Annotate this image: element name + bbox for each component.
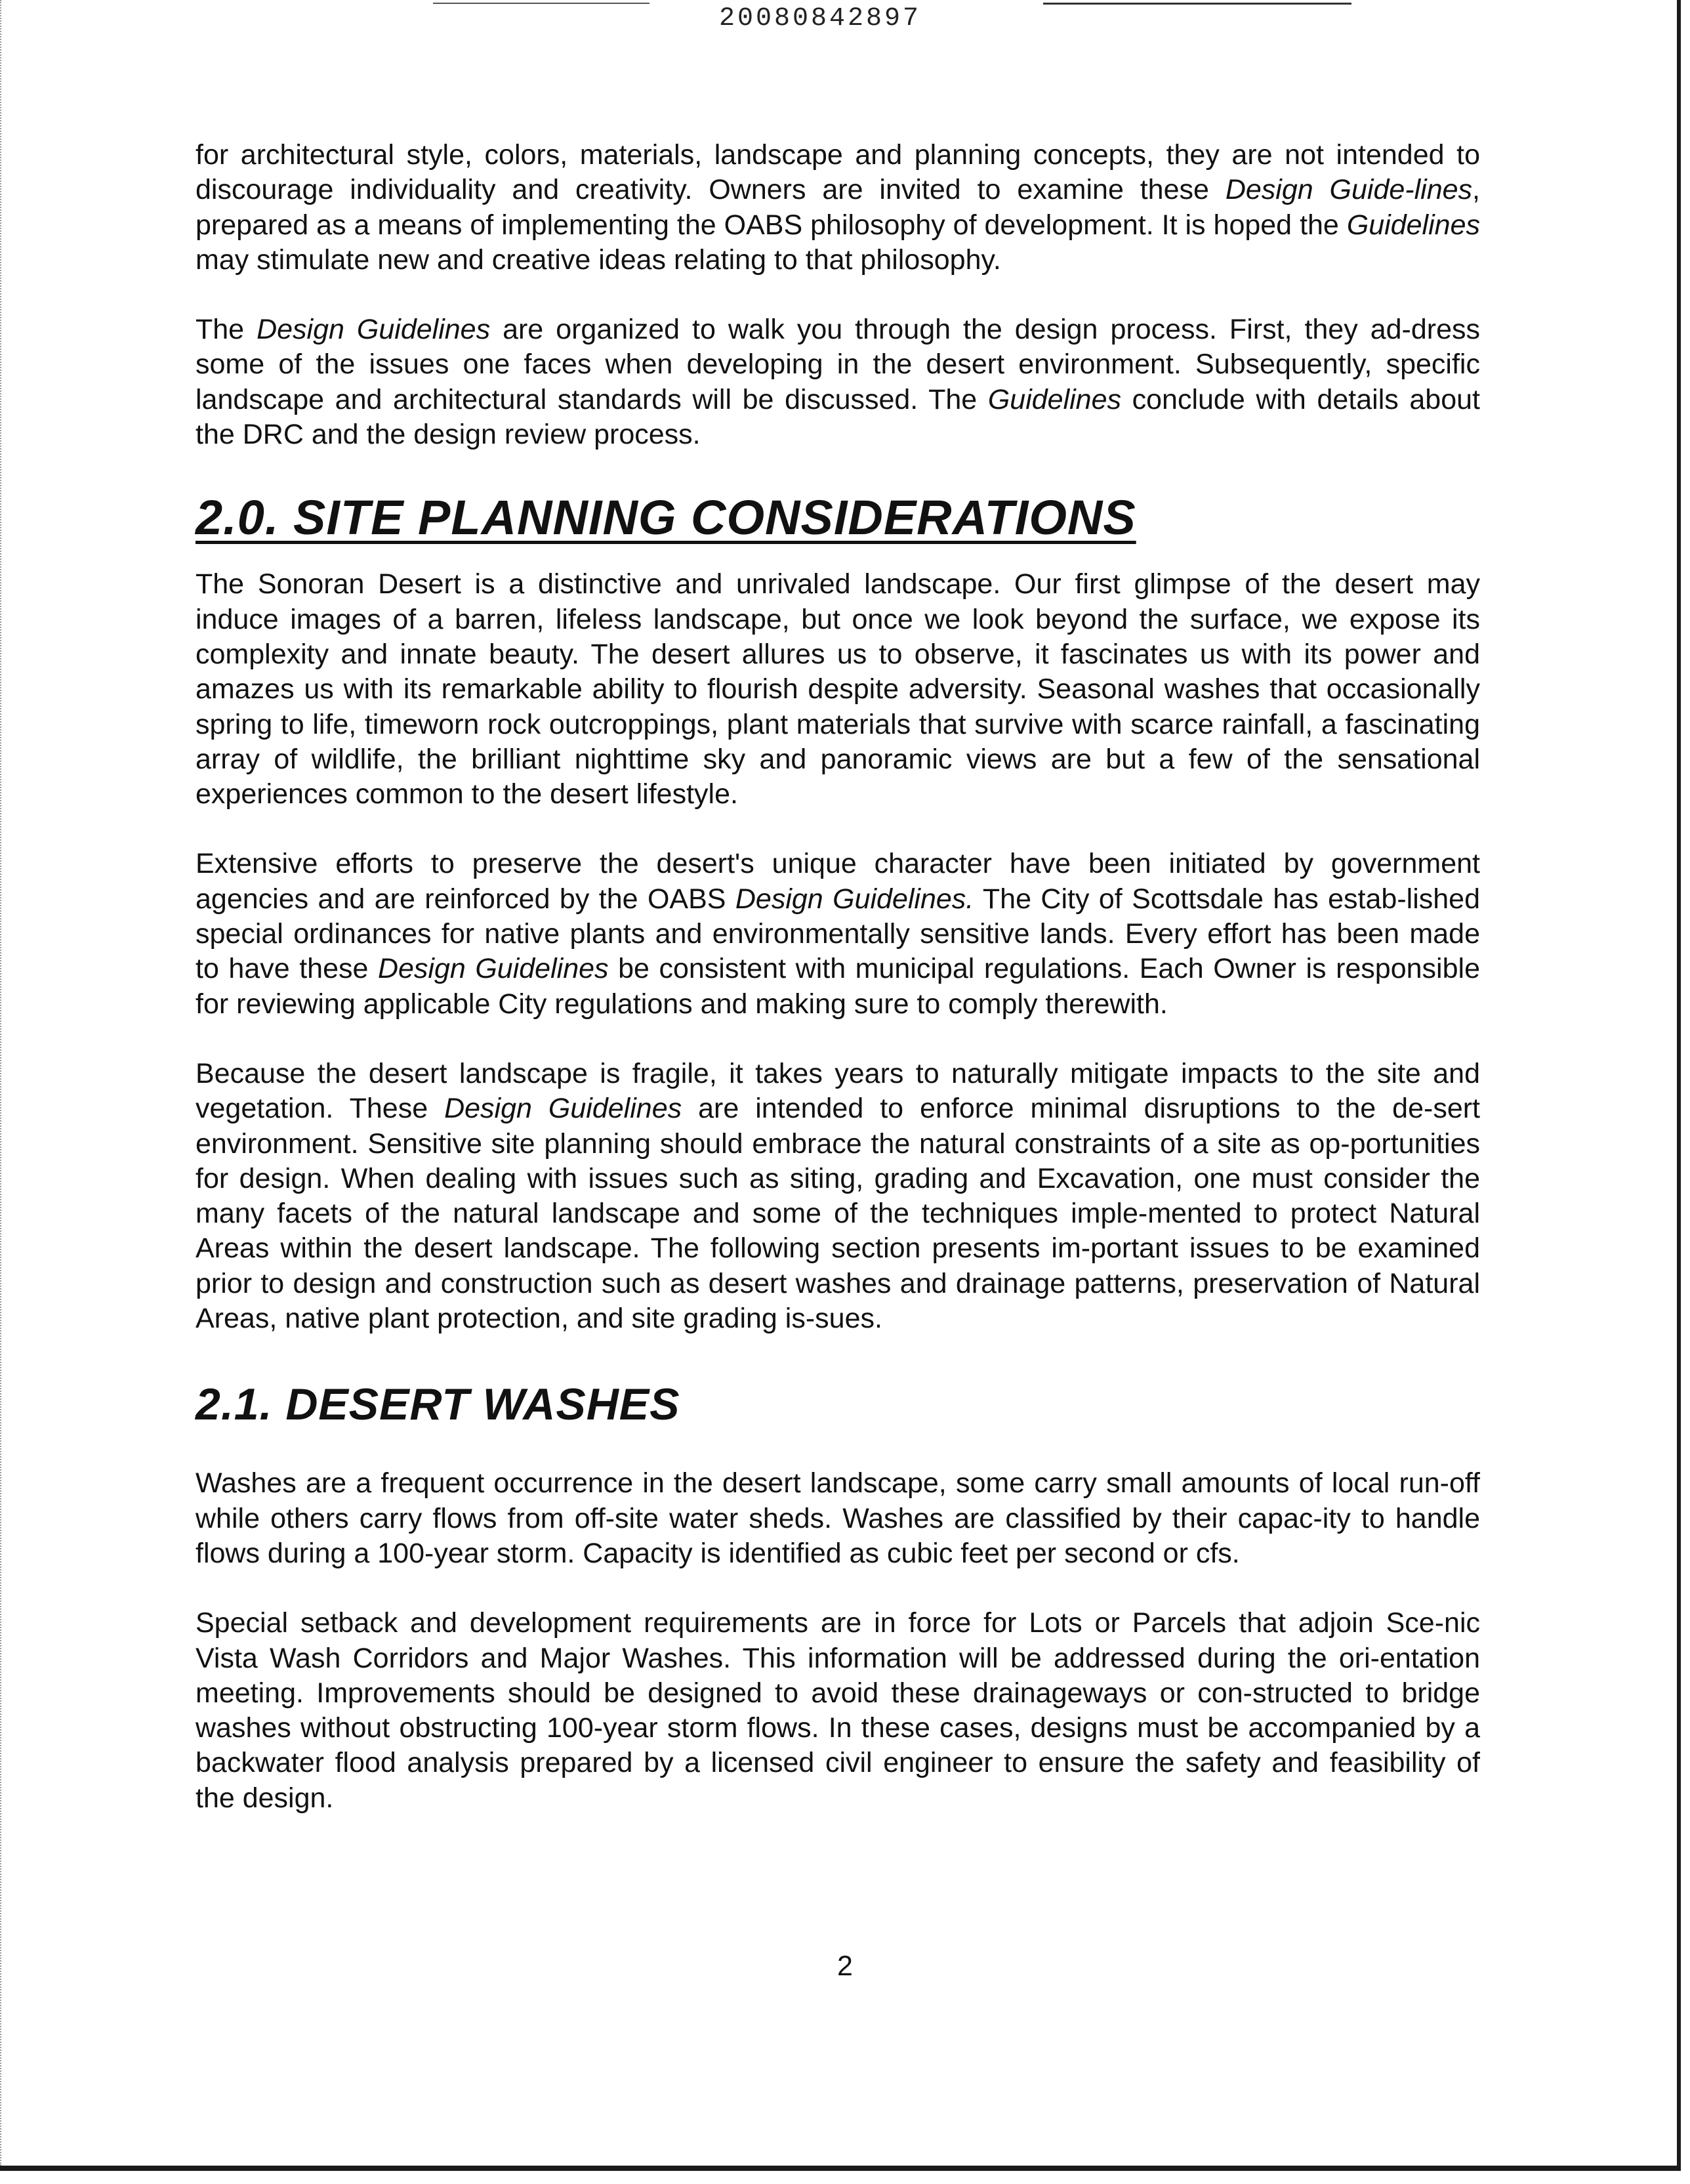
document-id: 20080842897 [718,4,922,33]
design-guidelines-ref: Design Guidelines [377,953,609,985]
section-heading-desert-washes: 2.1. DESERT WASHES [196,1379,680,1430]
design-guidelines-ref: Design Guidelines [444,1093,682,1125]
design-guidelines-ref: Design Guide-lines [1225,174,1473,206]
paragraph-fragile-landscape: Because the desert landscape is fragile, it takes years to naturally mitigate impacts to the site and vegetation. These Design Guidelines are intended to enforce minimal disruptions to the de-sert environment. Sensitive site planning should embrace the natural constraints of a site as op-portunities for design. When dealing with issues such as siting, grading and Excavation, one must consider the many facets of the natural landscape and some of the techniques imple-mented to protect Natural Areas within the desert landscape. The following section presents im-portant issues to be examined prior to design and construction such as desert washes and drainage patterns, preservation of Natural Areas, native plant protection, and site grading is-sues. [196,1057,1480,1335]
paragraph-washes-definition: Washes are a frequent occurrence in the desert landscape, some carry small amounts of local run-off while others carry flows from off-site water sheds. Washes are classified by their capac-ity to handle flows during a 100-year storm. Capacity is identified as cubic feet per second or cfs. [196,1467,1480,1569]
design-guidelines-ref: Design Guidelines [257,314,491,346]
paragraph-organization: The Design Guidelines are organized to walk you through the design process. First, they ad-dress some of the issues one faces when developing in the desert environment. Subsequently, specific landscape and architectural standards will be discussed. The Guidelines conclude with details about the DRC and the design review process. [196,314,1480,451]
design-guidelines-ref: Design Guidelines. [735,883,974,915]
header-rule-left [433,3,649,4]
paragraph-intro-continued: for architectural style, colors, materials, landscape and planning concepts, they are not intended to discourage individuality and creativity. Owners are invited to examine these Design Guide-lines, prepared as a means of implementing the OABS philosophy of development. It is hoped the Guidelines may stimulate new and creative ideas relating to that philosophy. [196,139,1480,276]
page-content [196,138,1480,1816]
page-number: 2 [837,1950,853,1982]
scan-border-bottom [0,2166,1681,2171]
section-heading-site-planning: 2.0. SITE PLANNING CONSIDERATIONS [196,490,1136,545]
guidelines-ref: Guidelines [987,383,1122,415]
paragraph-setback-requirements: Special setback and development requirements are in force for Lots or Parcels that adjoin Sce-nic Vista Wash Corridors and Major Washes. This information will be addressed during the ori-entation meeting. Improvements should be designed to avoid these drainageways or con-structed to bridge washes without obstructing 100-year storm flows. In these cases, designs must be accompanied by a backwater flood analysis prepared by a licensed civil engineer to ensure the safety and feasibility of the design. [196,1607,1480,1814]
guidelines-ref: Guidelines [1346,209,1480,241]
paragraph-preservation-efforts: Extensive efforts to preserve the desert's unique character have been initiated by government agencies and are reinforced by the OABS Design Guidelines. The City of Scottsdale has estab-lished special ordinances for native plants and environmentally sensitive lands. Every effort has been made to have these Design Guidelines be consistent with municipal regulations. Each Owner is responsible for reviewing applicable City regulations and making sure to comply therewith. [196,848,1480,1020]
paragraph-sonoran-desert: The Sonoran Desert is a distinctive and unrivaled landscape. Our first glimpse of the desert may induce images of a barren, lifeless landscape, but once we look beyond the surface, we expose its complexity and innate beauty. The desert allures us to observe, it fascinates us with its power and amazes us with its remarkable ability to flourish despite adversity. Seasonal washes that occasionally spring to life, timeworn rock outcroppings, plant materials that survive with scarce rainfall, a fascinating array of wildlife, the brilliant nighttime sky and panoramic views are but a few of the sensational experiences common to the desert lifestyle. [196,568,1480,810]
scan-left-edge [0,0,3,2166]
header-rule-right [1043,3,1351,5]
scan-border-right [1677,0,1681,2171]
